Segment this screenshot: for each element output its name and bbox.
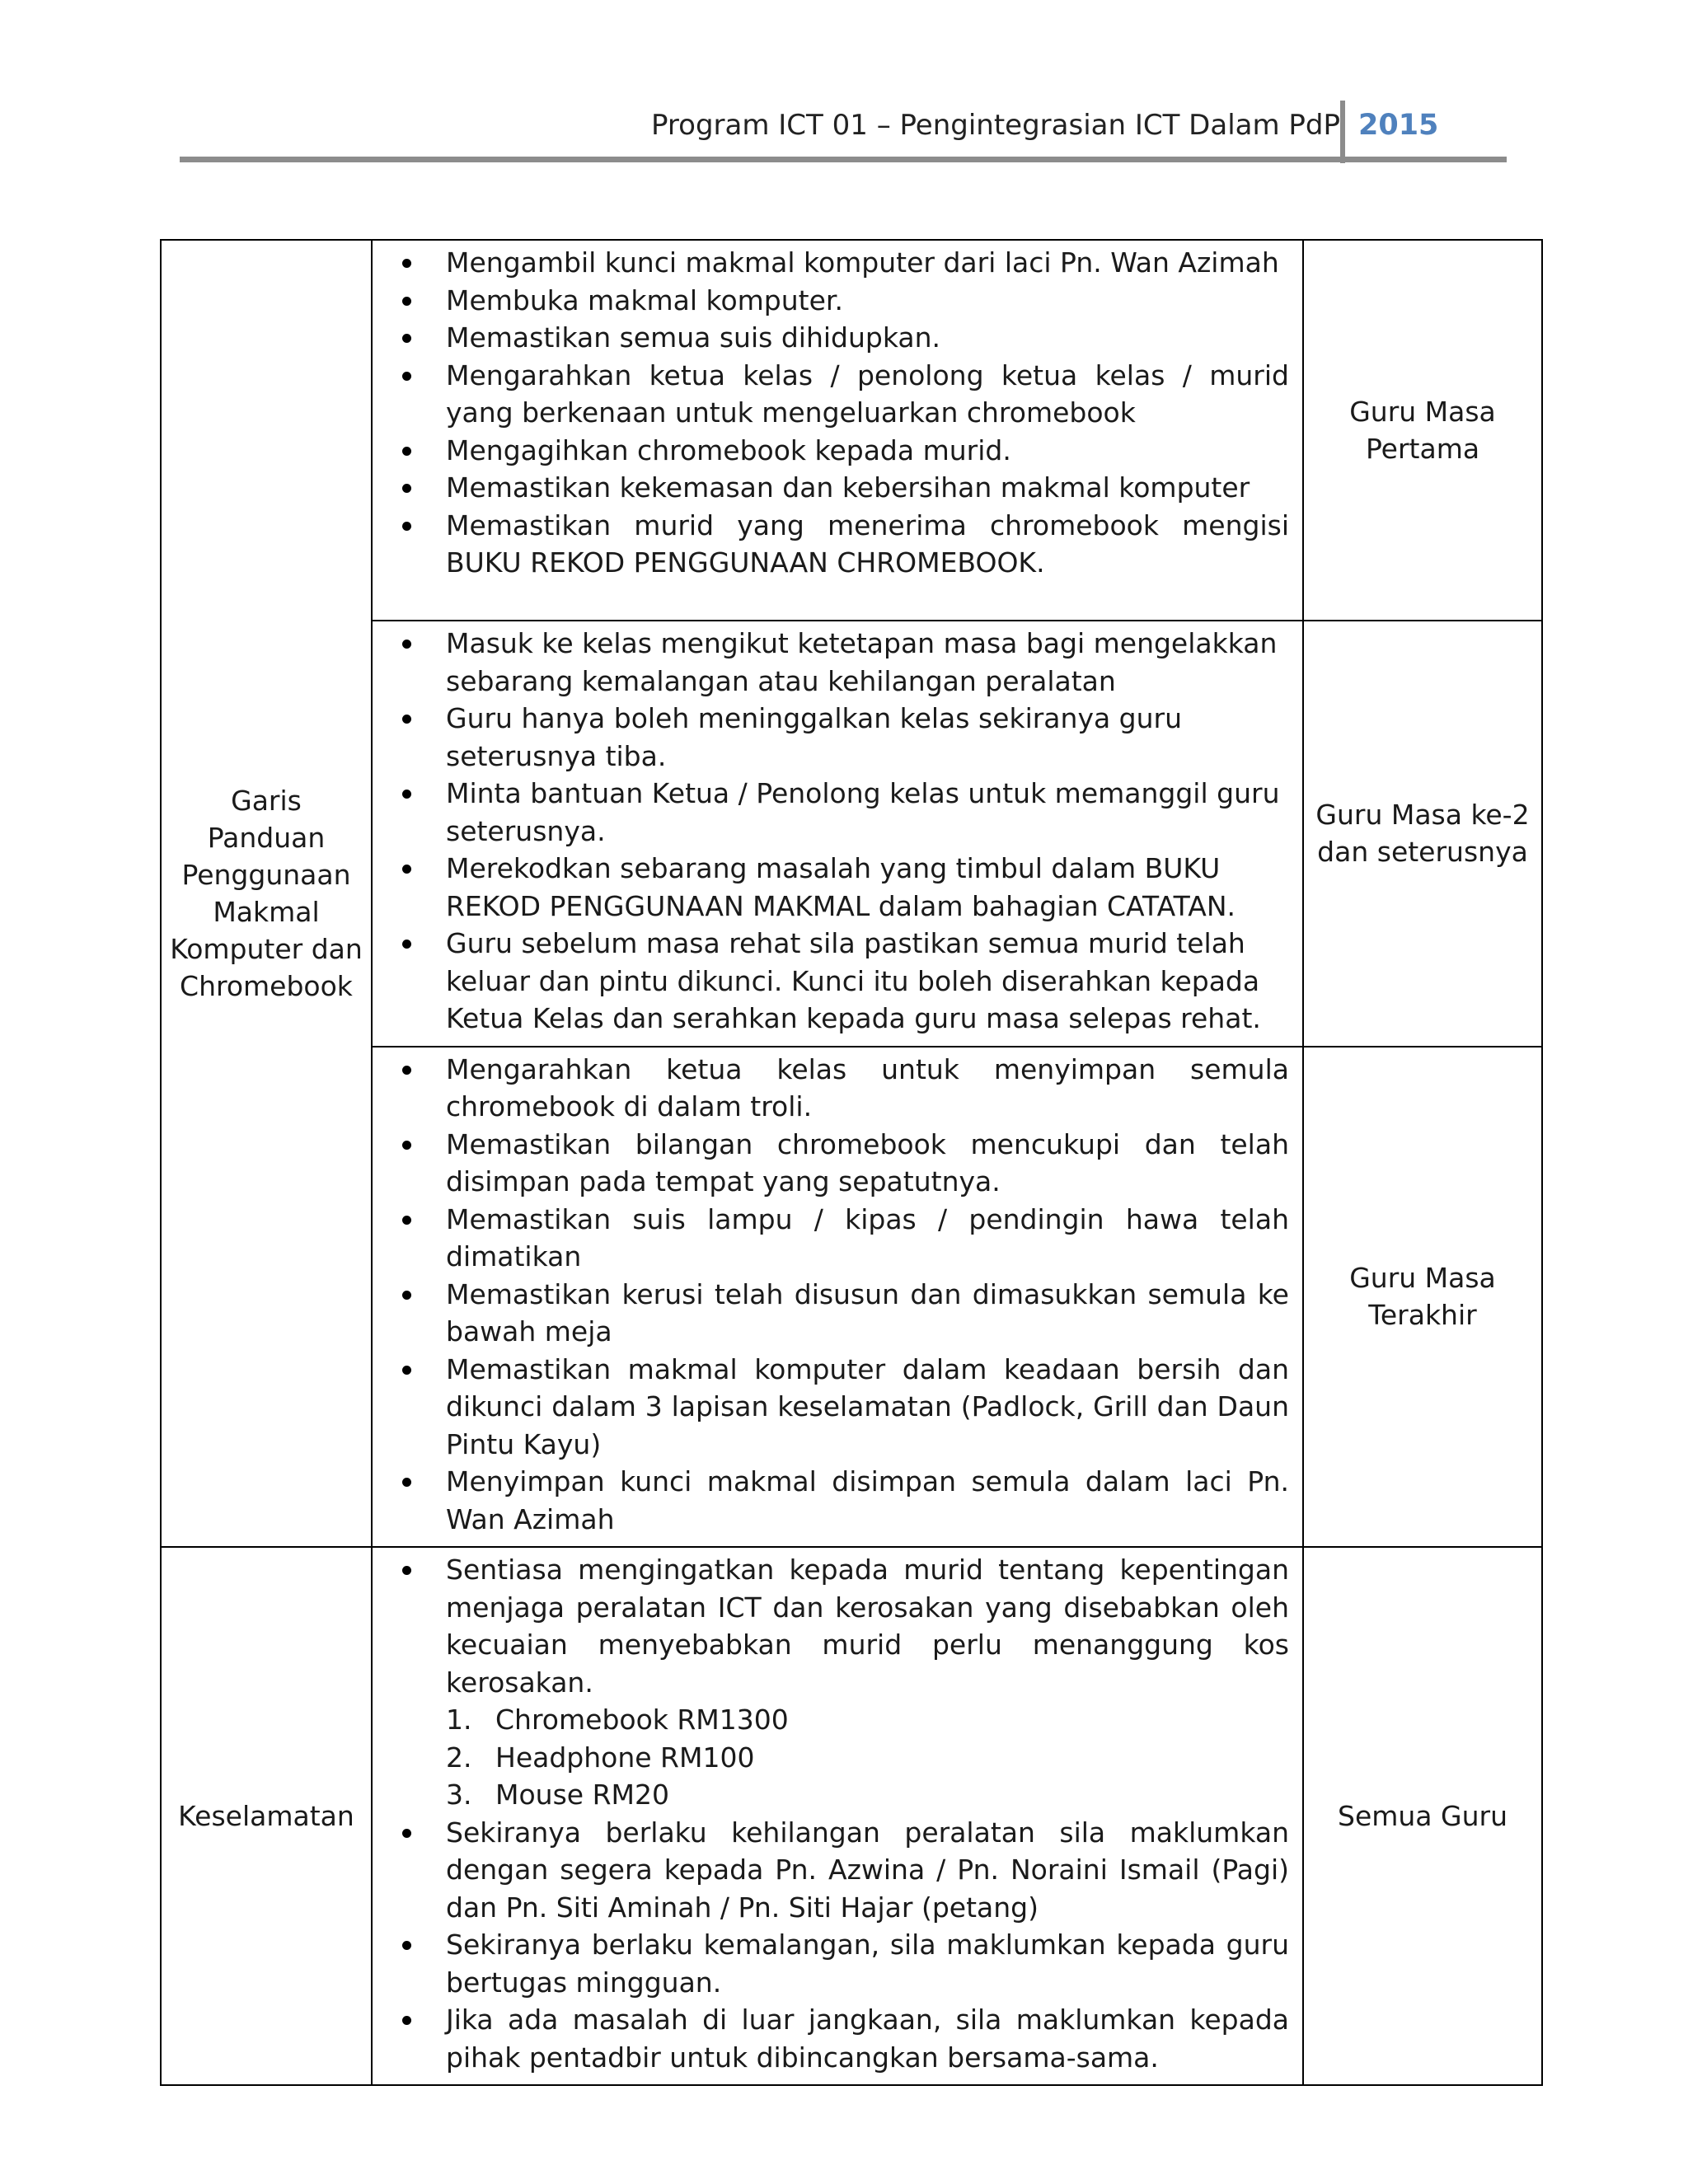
cost-number: 3. <box>446 1779 472 1811</box>
guidelines-table <box>160 239 1543 2086</box>
task-item: Memastikan bilangan chromebook mencukupi dan telah disimpan pada tempat yang sepatutnya. <box>373 1126 1289 1201</box>
task-item: Mengagihkan chromebook kepada murid. <box>373 432 1289 470</box>
cost-list <box>446 1701 1289 1814</box>
task-list <box>373 625 1289 1038</box>
responsible-cell: Guru Masa Pertama <box>1303 240 1542 621</box>
header-rule <box>180 157 1507 162</box>
table-row <box>161 240 1542 621</box>
header-year: 2015 <box>1358 109 1439 142</box>
category-cell: Keselamatan <box>161 1547 372 2085</box>
task-item: Sekiranya berlaku kemalangan, sila maklumkan kepada guru bertugas mingguan. <box>373 1926 1289 2001</box>
task-item: Sekiranya berlaku kehilangan peralatan sila maklumkan dengan segera kepada Pn. Azwina / Pn. Noraini Ismail (Pagi) dan Pn. Siti Aminah / Pn. Siti Hajar (petang) <box>373 1814 1289 1927</box>
task-item: Mengarahkan ketua kelas / penolong ketua kelas / murid yang berkenaan untuk mengeluarkan chromebook <box>373 357 1289 432</box>
task-item: Menyimpan kunci makmal disimpan semula dalam laci Pn. Wan Azimah <box>373 1463 1289 1538</box>
task-list <box>373 1051 1289 1539</box>
header-title: Program ICT 01 – Pengintegrasian ICT Dalam PdP <box>651 109 1340 142</box>
task-list <box>373 244 1289 582</box>
task-item: Guru hanya boleh meninggalkan kelas sekiranya guru seterusnya tiba. <box>373 700 1289 775</box>
task-list <box>373 1551 1289 2076</box>
task-item: Mengambil kunci makmal komputer dari laci Pn. Wan Azimah <box>373 244 1289 282</box>
task-item: Jika ada masalah di luar jangkaan, sila maklumkan kepada pihak pentadbir untuk dibincangkan bersama-sama. <box>373 2001 1289 2076</box>
cost-item <box>446 1739 1289 1777</box>
task-item: Membuka makmal komputer. <box>373 282 1289 320</box>
responsible-cell: Guru Masa Terakhir <box>1303 1047 1542 1548</box>
header-divider <box>1340 101 1345 163</box>
task-item: Masuk ke kelas mengikut ketetapan masa bagi mengelakkan sebarang kemalangan atau kehilangan peralatan <box>373 625 1289 700</box>
responsible-cell: Semua Guru <box>1303 1547 1542 2085</box>
task-text: Sentiasa mengingatkan kepada murid tentang kepentingan menjaga peralatan ICT dan kerosakan yang disebabkan oleh kecuaian menyebabkan murid perlu menanggung kos kerosakan. <box>446 1554 1289 1699</box>
page-header <box>180 101 1507 163</box>
category-cell: Garis Panduan Penggunaan Makmal Komputer dan Chromebook <box>161 240 372 1547</box>
cost-number: 2. <box>446 1741 472 1774</box>
cost-text: Mouse RM20 <box>495 1779 669 1811</box>
tasks-cell <box>372 621 1303 1047</box>
task-item: Mengarahkan ketua kelas untuk menyimpan semula chromebook di dalam troli. <box>373 1051 1289 1126</box>
cost-item <box>446 1701 1289 1739</box>
cost-number: 1. <box>446 1704 472 1736</box>
task-item: Merekodkan sebarang masalah yang timbul dalam BUKU REKOD PENGGUNAAN MAKMAL dalam bahagian CATATAN. <box>373 850 1289 925</box>
task-item: Memastikan semua suis dihidupkan. <box>373 319 1289 357</box>
cost-text: Chromebook RM1300 <box>495 1704 789 1736</box>
tasks-cell <box>372 1047 1303 1548</box>
tasks-cell <box>372 1547 1303 2085</box>
task-item: Guru sebelum masa rehat sila pastikan semua murid telah keluar dan pintu dikunci. Kunci itu boleh diserahkan kepada Ketua Kelas dan serahkan kepada guru masa selepas rehat. <box>373 925 1289 1038</box>
task-item: Minta bantuan Ketua / Penolong kelas untuk memanggil guru seterusnya. <box>373 775 1289 850</box>
task-item: Memastikan makmal komputer dalam keadaan bersih dan dikunci dalam 3 lapisan keselamatan (Padlock, Grill dan Daun Pintu Kayu) <box>373 1351 1289 1464</box>
table-row <box>161 1547 1542 2085</box>
task-item: Memastikan kerusi telah disusun dan dimasukkan semula ke bawah meja <box>373 1276 1289 1351</box>
task-item <box>373 1551 1289 1814</box>
tasks-cell <box>372 240 1303 621</box>
cost-text: Headphone RM100 <box>495 1741 755 1774</box>
task-item: Memastikan murid yang menerima chromebook mengisi BUKU REKOD PENGGUNAAN CHROMEBOOK. <box>373 507 1289 582</box>
task-item: Memastikan suis lampu / kipas / pendingin hawa telah dimatikan <box>373 1201 1289 1276</box>
cost-item <box>446 1776 1289 1814</box>
task-item: Memastikan kekemasan dan kebersihan makmal komputer <box>373 469 1289 507</box>
responsible-cell: Guru Masa ke-2 dan seterusnya <box>1303 621 1542 1047</box>
